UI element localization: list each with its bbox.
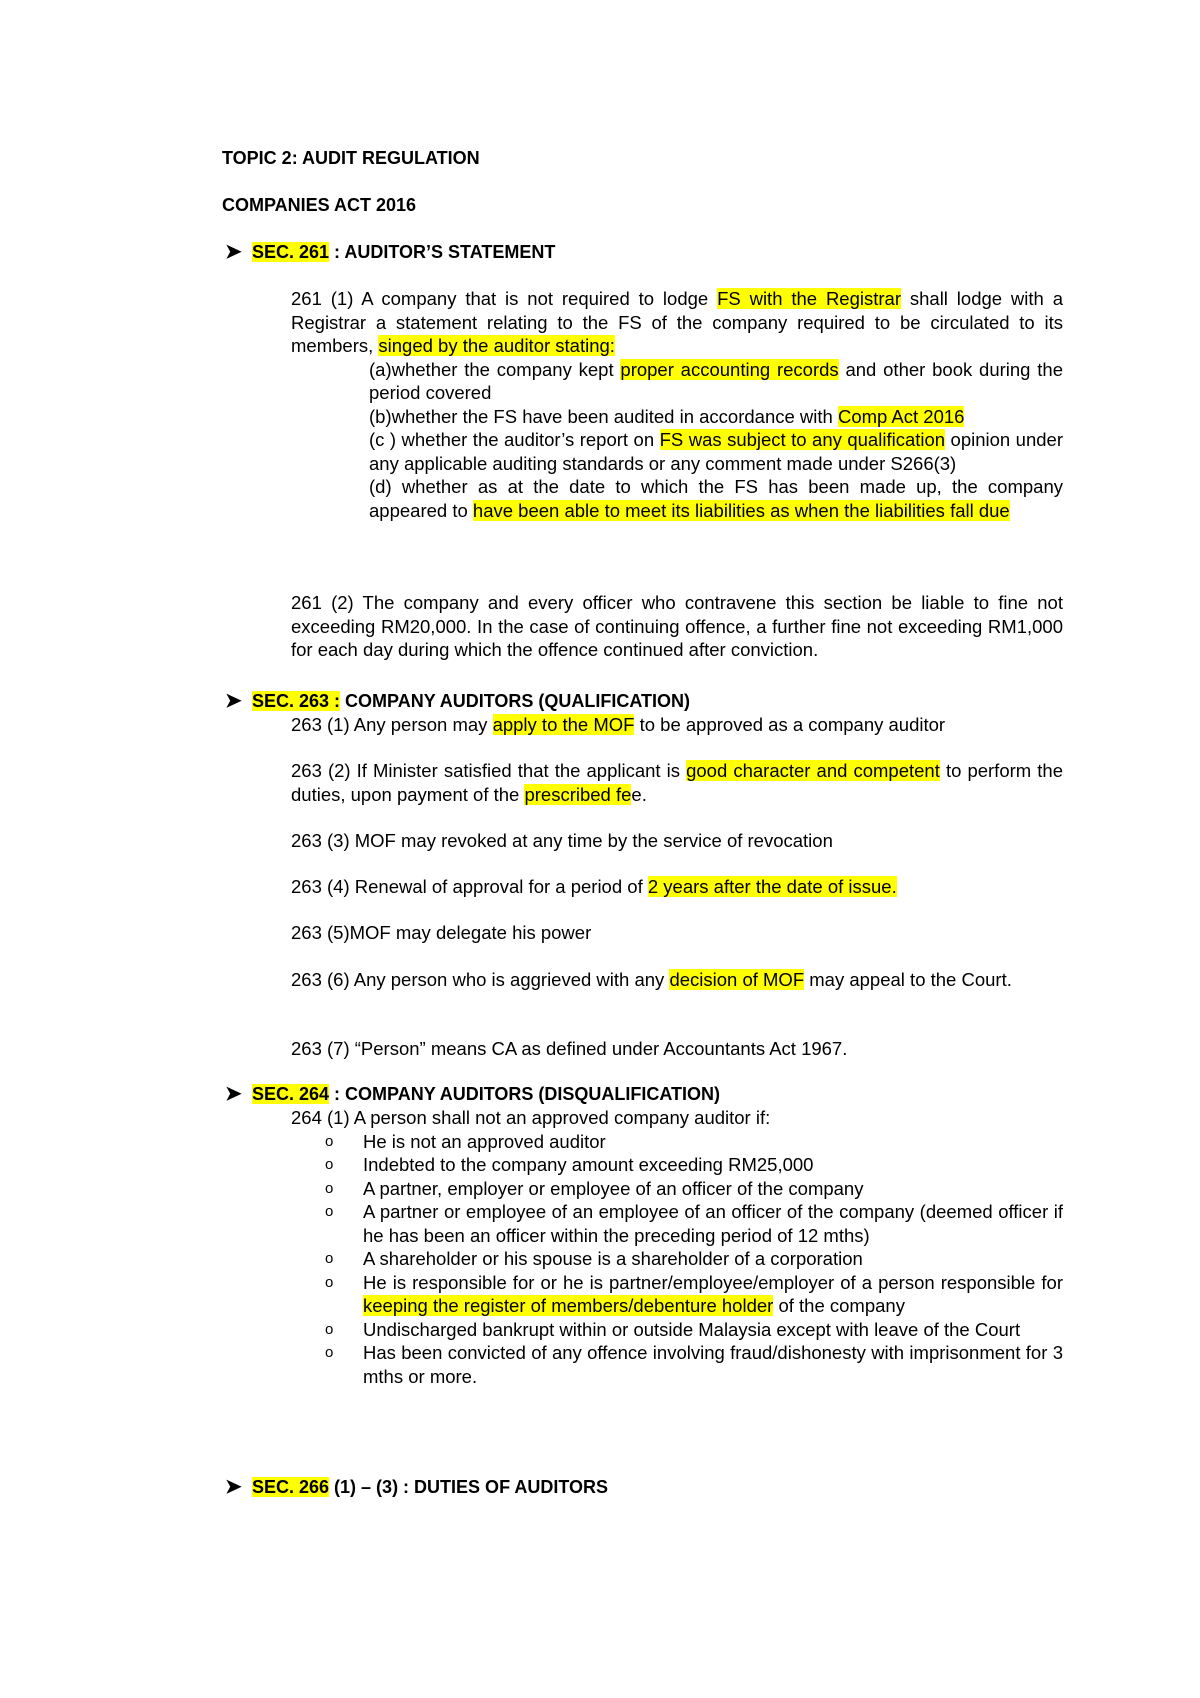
circle-bullet-icon: o <box>325 1179 334 1197</box>
highlight: FS with the Registrar <box>717 288 901 309</box>
section-number: SEC. 266 <box>252 1477 330 1497</box>
paragraph-264-intro: 264 (1) A person shall not an approved company auditor if: <box>291 1107 771 1128</box>
highlight: proper accounting records <box>620 358 839 380</box>
list-item: o He is not an approved auditor <box>325 1130 606 1152</box>
highlight: FS was subject to any qualification <box>659 429 946 450</box>
highlight: good character and competent <box>686 760 940 781</box>
list-item: o A partner, employer or employee of an officer of the company <box>325 1177 864 1199</box>
section-261-body-2 <box>291 591 1063 662</box>
act-title: COMPANIES ACT 2016 <box>222 195 417 215</box>
circle-bullet-icon: o <box>325 1156 334 1173</box>
section-heading-266 <box>225 1476 609 1500</box>
section-number: SEC. 263 : <box>252 691 341 711</box>
arrow-bullet-icon: ➤ <box>225 690 242 712</box>
highlight: keeping the register of members/debenture holder <box>363 1295 774 1316</box>
subclause-d: (d) whether as at the date to which the FS has been made up, the company appeared to have been able to meet its liabilities as when the liabilities fall due <box>369 476 1063 521</box>
list-item: o Indebted to the company amount exceeding RM25,000 <box>325 1154 814 1175</box>
circle-bullet-icon: o <box>325 1203 334 1220</box>
circle-bullet-icon: o <box>325 1273 334 1291</box>
list-item: o He is responsible for or he is partner/employee/employer of a person responsible for keeping the register of members/debenture holder of the company <box>325 1271 1063 1316</box>
section-title: (1) – (3) : DUTIES OF AUDITORS <box>329 1477 609 1497</box>
document-title: TOPIC 2: AUDIT REGULATION <box>222 148 480 168</box>
paragraph-263-3: 263 (3) MOF may revoked at any time by the service of revocation <box>291 830 833 851</box>
section-title: COMPANY AUDITORS (QUALIFICATION) <box>340 691 691 711</box>
section-264-body <box>291 1106 1063 1388</box>
paragraph-263-1: 263 (1) Any person may apply to the MOF to be approved as a company auditor <box>291 714 946 735</box>
section-title: : AUDITOR’S STATEMENT <box>329 242 556 262</box>
subclause-a: (a)whether the company kept proper accounting records and other book during the period covered <box>369 358 1063 403</box>
paragraph-261-1: 261 (1) A company that is not required to lodge FS with the Registrar shall lodge with a Registrar a statement relating to the FS of the company required to be circulated to its members, singed by the auditor stating: <box>291 288 1063 356</box>
section-261-body <box>291 287 1063 522</box>
arrow-bullet-icon: ➤ <box>225 1083 242 1105</box>
highlight: prescribed fe <box>524 783 632 805</box>
arrow-bullet-icon: ➤ <box>225 241 242 263</box>
highlight: apply to the MOF <box>492 714 635 735</box>
list-item: o A partner or employee of an employee of an officer of the company (deemed officer if he has been an officer within the preceding period of 12 mths) <box>325 1201 1063 1246</box>
subclause-c: (c ) whether the auditor’s report on FS was subject to any qualification opinion under any applicable auditing standards or any comment made under S266(3) <box>369 429 1063 474</box>
section-number: SEC. 261 <box>252 242 330 262</box>
paragraph-263-5: 263 (5)MOF may delegate his power <box>291 922 592 943</box>
highlight: singed by the auditor stating: <box>378 335 615 356</box>
section-heading-263 <box>225 690 691 714</box>
section-heading-264 <box>225 1083 721 1107</box>
highlight: have been able to meet its liabilities as when the liabilities fall due <box>472 499 1010 521</box>
section-heading-261 <box>225 241 556 265</box>
paragraph-263-6: 263 (6) Any person who is aggrieved with any decision of MOF may appeal to the Court. <box>291 969 1012 990</box>
circle-bullet-icon: o <box>325 1250 334 1267</box>
list-item: o A shareholder or his spouse is a shareholder of a corporation <box>325 1248 863 1269</box>
paragraph-263-2: 263 (2) If Minister satisfied that the applicant is good character and competent to perform the duties, upon payment of the prescribed fee. <box>291 760 1063 805</box>
section-number: SEC. 264 <box>252 1084 330 1104</box>
paragraph-263-7: 263 (7) “Person” means CA as defined under Accountants Act 1967. <box>291 1038 848 1059</box>
highlight: Comp Act 2016 <box>837 405 965 427</box>
circle-bullet-icon: o <box>325 1132 334 1150</box>
highlight: decision of MOF <box>669 969 805 990</box>
list-item: o Has been convicted of any offence involving fraud/dishonesty with imprisonment for 3 mths or more. <box>325 1342 1063 1387</box>
circle-bullet-icon: o <box>325 1320 334 1338</box>
list-item: o Undischarged bankrupt within or outside Malaysia except with leave of the Court <box>325 1318 1021 1340</box>
subclause-b: (b)whether the FS have been audited in accordance with Comp Act 2016 <box>369 405 965 427</box>
circle-bullet-icon: o <box>325 1344 334 1361</box>
paragraph-261-2: 261 (2) The company and every officer who contravene this section be liable to fine not exceeding RM20,000. In the case of continuing offence, a further fine not exceeding RM1,000 for each day during which the offence continued after conviction. <box>291 592 1063 660</box>
highlight: 2 years after the date of issue. <box>647 876 897 897</box>
arrow-bullet-icon: ➤ <box>225 1476 242 1498</box>
paragraph-263-4: 263 (4) Renewal of approval for a period of 2 years after the date of issue. <box>291 876 897 897</box>
section-title: : COMPANY AUDITORS (DISQUALIFICATION) <box>329 1084 721 1104</box>
